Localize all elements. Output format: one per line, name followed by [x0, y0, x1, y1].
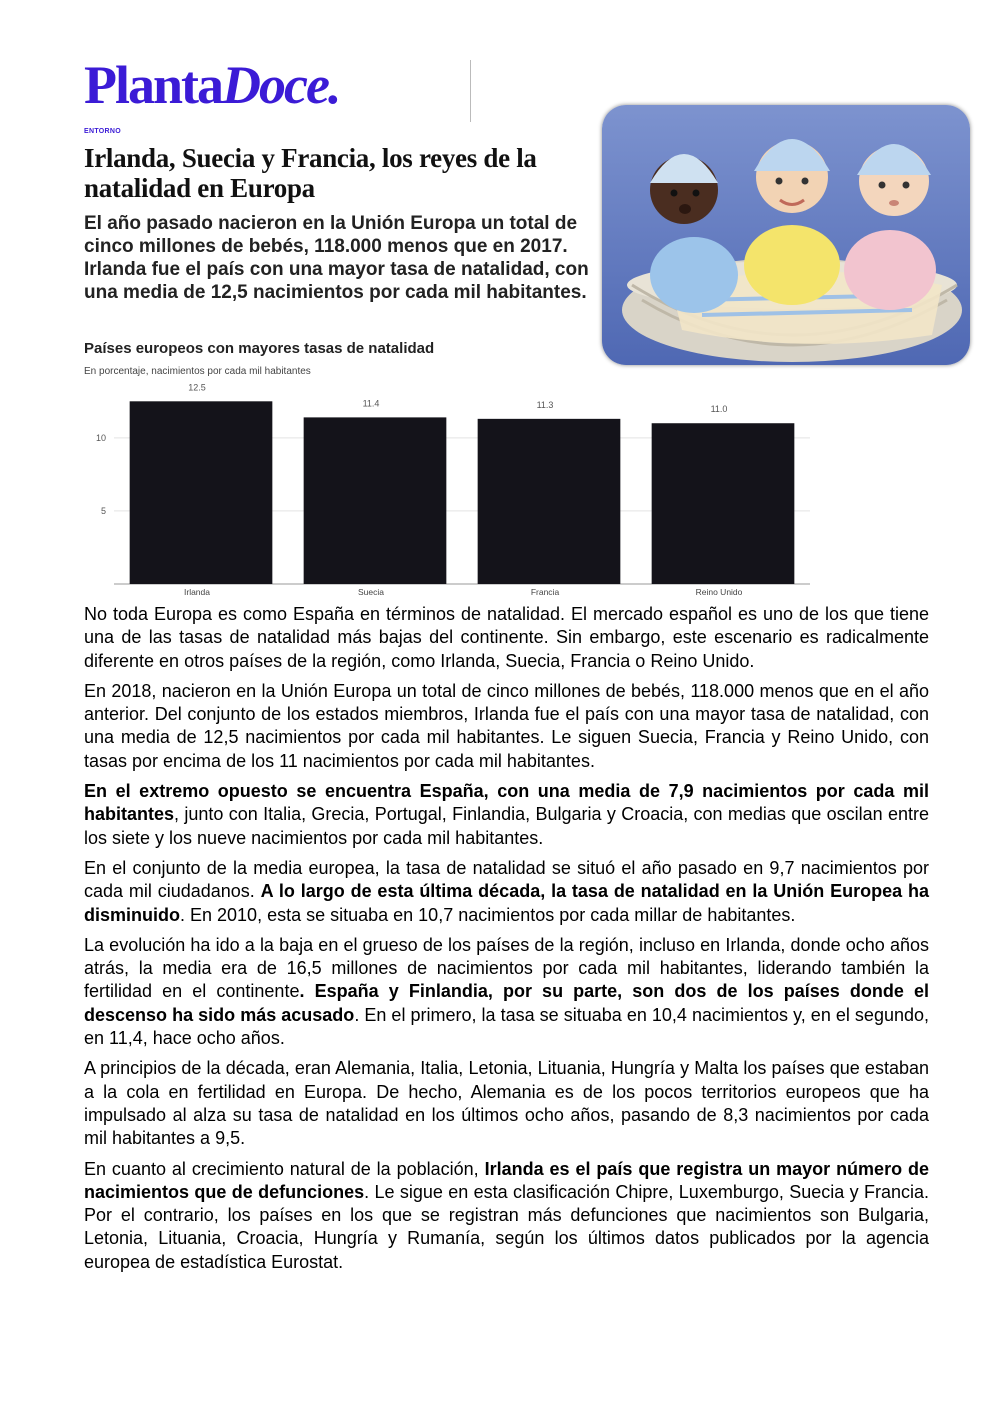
- babies-photo: [602, 105, 970, 365]
- y-tick-label: 5: [100, 505, 106, 516]
- bar-reino-unido: [652, 423, 795, 584]
- article-subtitle: El año pasado nacieron en la Unión Europa un total de cinco millones de bebés, 118.000 menos que en 2017. Irlanda fue el país con una mayor tasa de natalidad, con una media de 12,5 nacimientos por cada mil habitantes.: [84, 213, 589, 303]
- bar-value-label: 11.0: [710, 404, 728, 415]
- article-body: [84, 603, 929, 1281]
- header-divider: [470, 60, 471, 122]
- bar-irlanda: [130, 401, 273, 584]
- paragraph-6: A principios de la década, eran Alemania, Italia, Letonia, Lituania, Hungría y Malta los países que estaban a la cola en fertilidad en Europa. De hecho, Alemania es de los pocos territorios europeos que ha impulsado al alza su tasa de natalidad en los últimos ocho años, pasando de 8,3 nacimientos por cada mil habitantes a 9,5.: [84, 1058, 929, 1149]
- x-tick-label: Francia: [530, 587, 560, 597]
- y-tick-label: 10: [95, 432, 106, 443]
- paragraph-3-rest: , junto con Italia, Grecia, Portugal, Finlandia, Bulgaria y Croacia, con medias que oscilan entre los siete y los nueve nacimientos por cada mil habitantes.: [84, 804, 929, 848]
- baby-left: [650, 237, 738, 313]
- paragraph-4: [84, 857, 929, 927]
- x-tick-label: Suecia: [358, 587, 384, 597]
- babies-illustration: [602, 105, 970, 365]
- paragraph-7: [84, 1158, 929, 1274]
- bar-value-label: 11.4: [362, 398, 380, 409]
- paragraph-5-bold: . España y Finlandia, por su parte, son dos de los países donde el descenso ha sido más acusado: [84, 981, 929, 1025]
- x-tick-label: Irlanda: [184, 587, 210, 597]
- baby-right: [844, 230, 936, 310]
- paragraph-4-bold: A lo largo de esta última década, la tasa de natalidad en la Unión Europea ha disminuido: [84, 881, 929, 925]
- chart-bars: [130, 382, 795, 597]
- chart-subtitle: En porcentaje, nacimientos por cada mil habitantes: [84, 366, 311, 377]
- section-tag[interactable]: ENTORNO: [84, 128, 121, 135]
- paragraph-7-a: En cuanto al crecimiento natural de la población,: [84, 1158, 485, 1179]
- paragraph-1: No toda Europa es como España en términos de natalidad. El mercado español es uno de los que tiene una de las tasas de natalidad más bajas del continente. Sin embargo, este escenario es radicalmente diferente en otros países de la región, como Irlanda, Suecia, Francia o Reino Unido.: [84, 604, 929, 671]
- logo-part-planta: Planta: [84, 55, 223, 115]
- x-tick-label: Reino Unido: [695, 587, 743, 597]
- bar-francia: [478, 419, 621, 584]
- article-headline: Irlanda, Suecia y Francia, los reyes de la natalidad en Europa: [84, 143, 537, 203]
- paragraph-5: [84, 934, 929, 1050]
- paragraph-3-bold: En el extremo opuesto se encuentra España, con una media de 7,9 nacimientos por cada mil habitantes: [84, 781, 929, 825]
- paragraph-7-b: . Le sigue en esta clasificación Chipre, Luxemburgo, Suecia y Francia. Por el contrario, los países en los que se registran más defunciones que nacimientos son Bulgaria, Letonia, Lituania, Croacia, Hungría y Rumanía, según los últimos datos publicados por la agencia europea de estadística Eurostat.: [84, 1181, 929, 1272]
- birth-rate-bar-chart: [84, 382, 814, 602]
- paragraph-3: [84, 780, 929, 850]
- chart-title: Países europeos con mayores tasas de natalidad: [84, 340, 435, 357]
- paragraph-5-a: La evolución ha ido a la baja en el grueso de los países de la región, incluso en Irlanda, donde ocho años atrás, la media era de 16,5 millones de nacimientos por cada mil habitantes, liderando también la fertilidad en el continente: [84, 934, 929, 1002]
- paragraph-4-a: En el conjunto de la media europea, la tasa de natalidad se situó el año pasado en 9,7 nacimientos por cada mil ciudadanos.: [84, 857, 929, 902]
- baby-middle: [744, 225, 840, 305]
- paragraph-5-b: . En el primero, la tasa se situaba en 10,4 nacimientos y, en el segundo, en 11,4, hace ocho años.: [84, 1004, 929, 1049]
- planta-doce-logo[interactable]: [84, 55, 340, 115]
- bar-value-label: 12.5: [188, 382, 206, 393]
- paragraph-2: En 2018, nacieron en la Unión Europa un total de cinco millones de bebés, 118.000 menos que en el año anterior. Del conjunto de los estados miembros, Irlanda fue el país con una mayor tasa de natalidad, con una media de 12,5 nacimientos por cada mil habitantes. Le siguen Suecia, Francia y Reino Unido, con tasas por encima de los 11 nacimientos por cada mil habitantes.: [84, 680, 929, 771]
- paragraph-4-b: . En 2010, esta se situaba en 10,7 nacimientos por cada millar de habitantes.: [180, 904, 796, 925]
- bar-value-label: 11.3: [536, 399, 554, 410]
- logo-part-doce: Doce.: [222, 55, 340, 115]
- bar-suecia: [304, 417, 447, 584]
- paragraph-7-bold: Irlanda es el país que registra un mayor número de nacimientos que de defunciones: [84, 1158, 929, 1202]
